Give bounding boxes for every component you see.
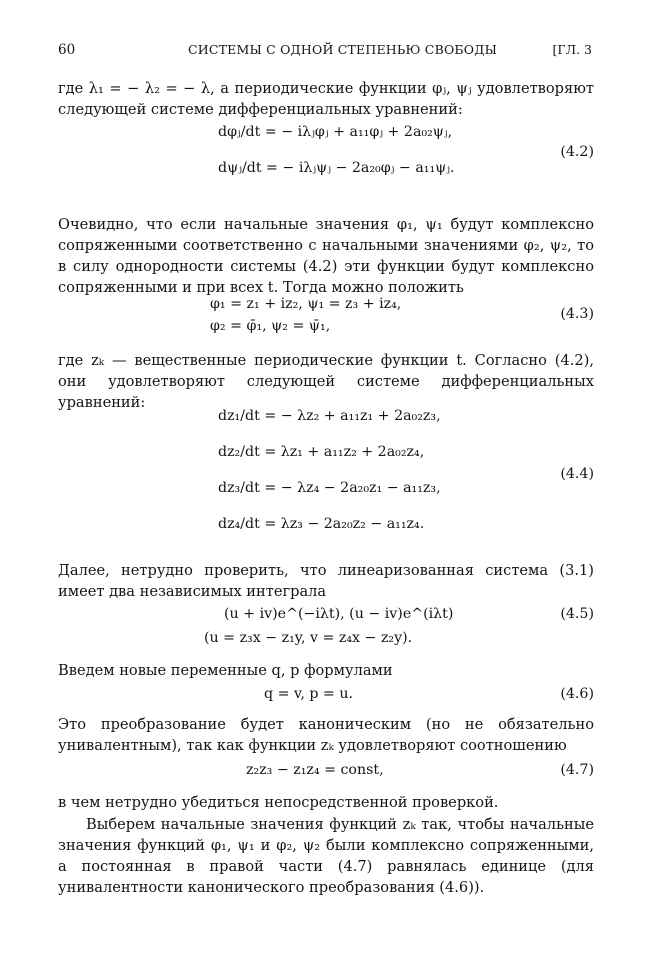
paragraph-1: где λ₁ = − λ₂ = − λ, а периодические функции φⱼ, ψⱼ удовлетворяют следующей системе дифференциальных уравнений: xyxy=(58,80,594,118)
equation-4-2 xyxy=(58,124,594,188)
equation-number-4-2: (4.2) xyxy=(560,144,594,160)
equation-4-4-line-2: dz₂/dt = λz₁ + a₁₁z₂ + 2a₀₂z₄, xyxy=(218,444,425,460)
equation-4-2-line-2: dψⱼ/dt = − iλⱼψⱼ − 2a₂₀φⱼ − a₁₁ψⱼ. xyxy=(218,160,455,176)
equation-4-3 xyxy=(58,296,594,340)
equation-4-5-line-1: (u + iv)e^(−iλt), (u − iv)e^(iλt) xyxy=(224,606,454,622)
equation-4-3-line-2: φ₂ = φ̄₁, ψ₂ = ψ̄₁, xyxy=(210,318,331,334)
equation-4-7 xyxy=(58,762,594,786)
equation-4-4-line-4: dz₄/dt = λz₃ − 2a₂₀z₂ − a₁₁z₄. xyxy=(218,516,425,532)
paragraph-3: где zₖ — вещественные периодические функции t. Согласно (4.2), они удовлетворяют следующей системе дифференциальных уравнений: xyxy=(58,352,594,411)
equation-number-4-6: (4.6) xyxy=(560,686,594,702)
chapter-label: [ГЛ. 3 xyxy=(552,42,592,57)
equation-4-4-line-1: dz₁/dt = − λz₂ + a₁₁z₁ + 2a₀₂z₃, xyxy=(218,408,441,424)
equation-4-7-line-1: z₂z₃ − z₁z₄ = const, xyxy=(246,762,384,778)
paragraph-8: Выберем начальные значения функций zₖ так, чтобы начальные значения функций φ₁, ψ₁ и φ₂, ψ₂ были комплексно сопряженными, а постоянная в правой части (4.7) равнялась единице (для унивалентности канонического преобразования (4.6)). xyxy=(58,816,594,896)
equation-number-4-3: (4.3) xyxy=(560,306,594,322)
paragraph-6: Это преобразование будет каноническим (но не обязательно унивалентным), так как функции zₖ удовлетворяют соотношению xyxy=(58,716,594,754)
running-header xyxy=(58,42,592,64)
equation-4-5 xyxy=(58,606,594,650)
equation-4-4-line-3: dz₃/dt = − λz₄ − 2a₂₀z₁ − a₁₁z₃, xyxy=(218,480,441,496)
page-number: 60 xyxy=(58,42,76,58)
equation-number-4-7: (4.7) xyxy=(560,762,594,778)
equation-4-4 xyxy=(58,408,594,550)
paragraph-7: в чем нетрудно убедиться непосредственной проверкой. xyxy=(58,794,499,811)
equation-number-4-4: (4.4) xyxy=(560,466,594,482)
equation-4-2-line-1: dφⱼ/dt = − iλⱼφⱼ + a₁₁φⱼ + 2a₀₂ψⱼ, xyxy=(218,124,453,140)
equation-4-6-line-1: q = v, p = u. xyxy=(264,686,353,702)
running-title: СИСТЕМЫ С ОДНОЙ СТЕПЕНЬЮ СВОБОДЫ xyxy=(188,42,498,57)
equation-4-3-line-1: φ₁ = z₁ + iz₂, ψ₁ = z₃ + iz₄, xyxy=(210,296,402,312)
paragraph-4: Далее, нетрудно проверить, что линеаризованная система (3.1) имеет два независимых интеграла xyxy=(58,562,594,600)
equation-4-6 xyxy=(58,686,594,710)
equation-4-5-line-2: (u = z₃x − z₁y, v = z₄x − z₂y). xyxy=(204,630,413,646)
equation-number-4-5: (4.5) xyxy=(560,606,594,622)
paragraph-2: Очевидно, что если начальные значения φ₁, ψ₁ будут комплексно сопряженными соответственно с начальными значениями φ₂, ψ₂, то в силу однородности системы (4.2) эти функции будут комплексно сопряженными и при всех t. Тогда можно положить xyxy=(58,216,594,296)
paragraph-5: Введем новые переменные q, p формулами xyxy=(58,662,393,679)
